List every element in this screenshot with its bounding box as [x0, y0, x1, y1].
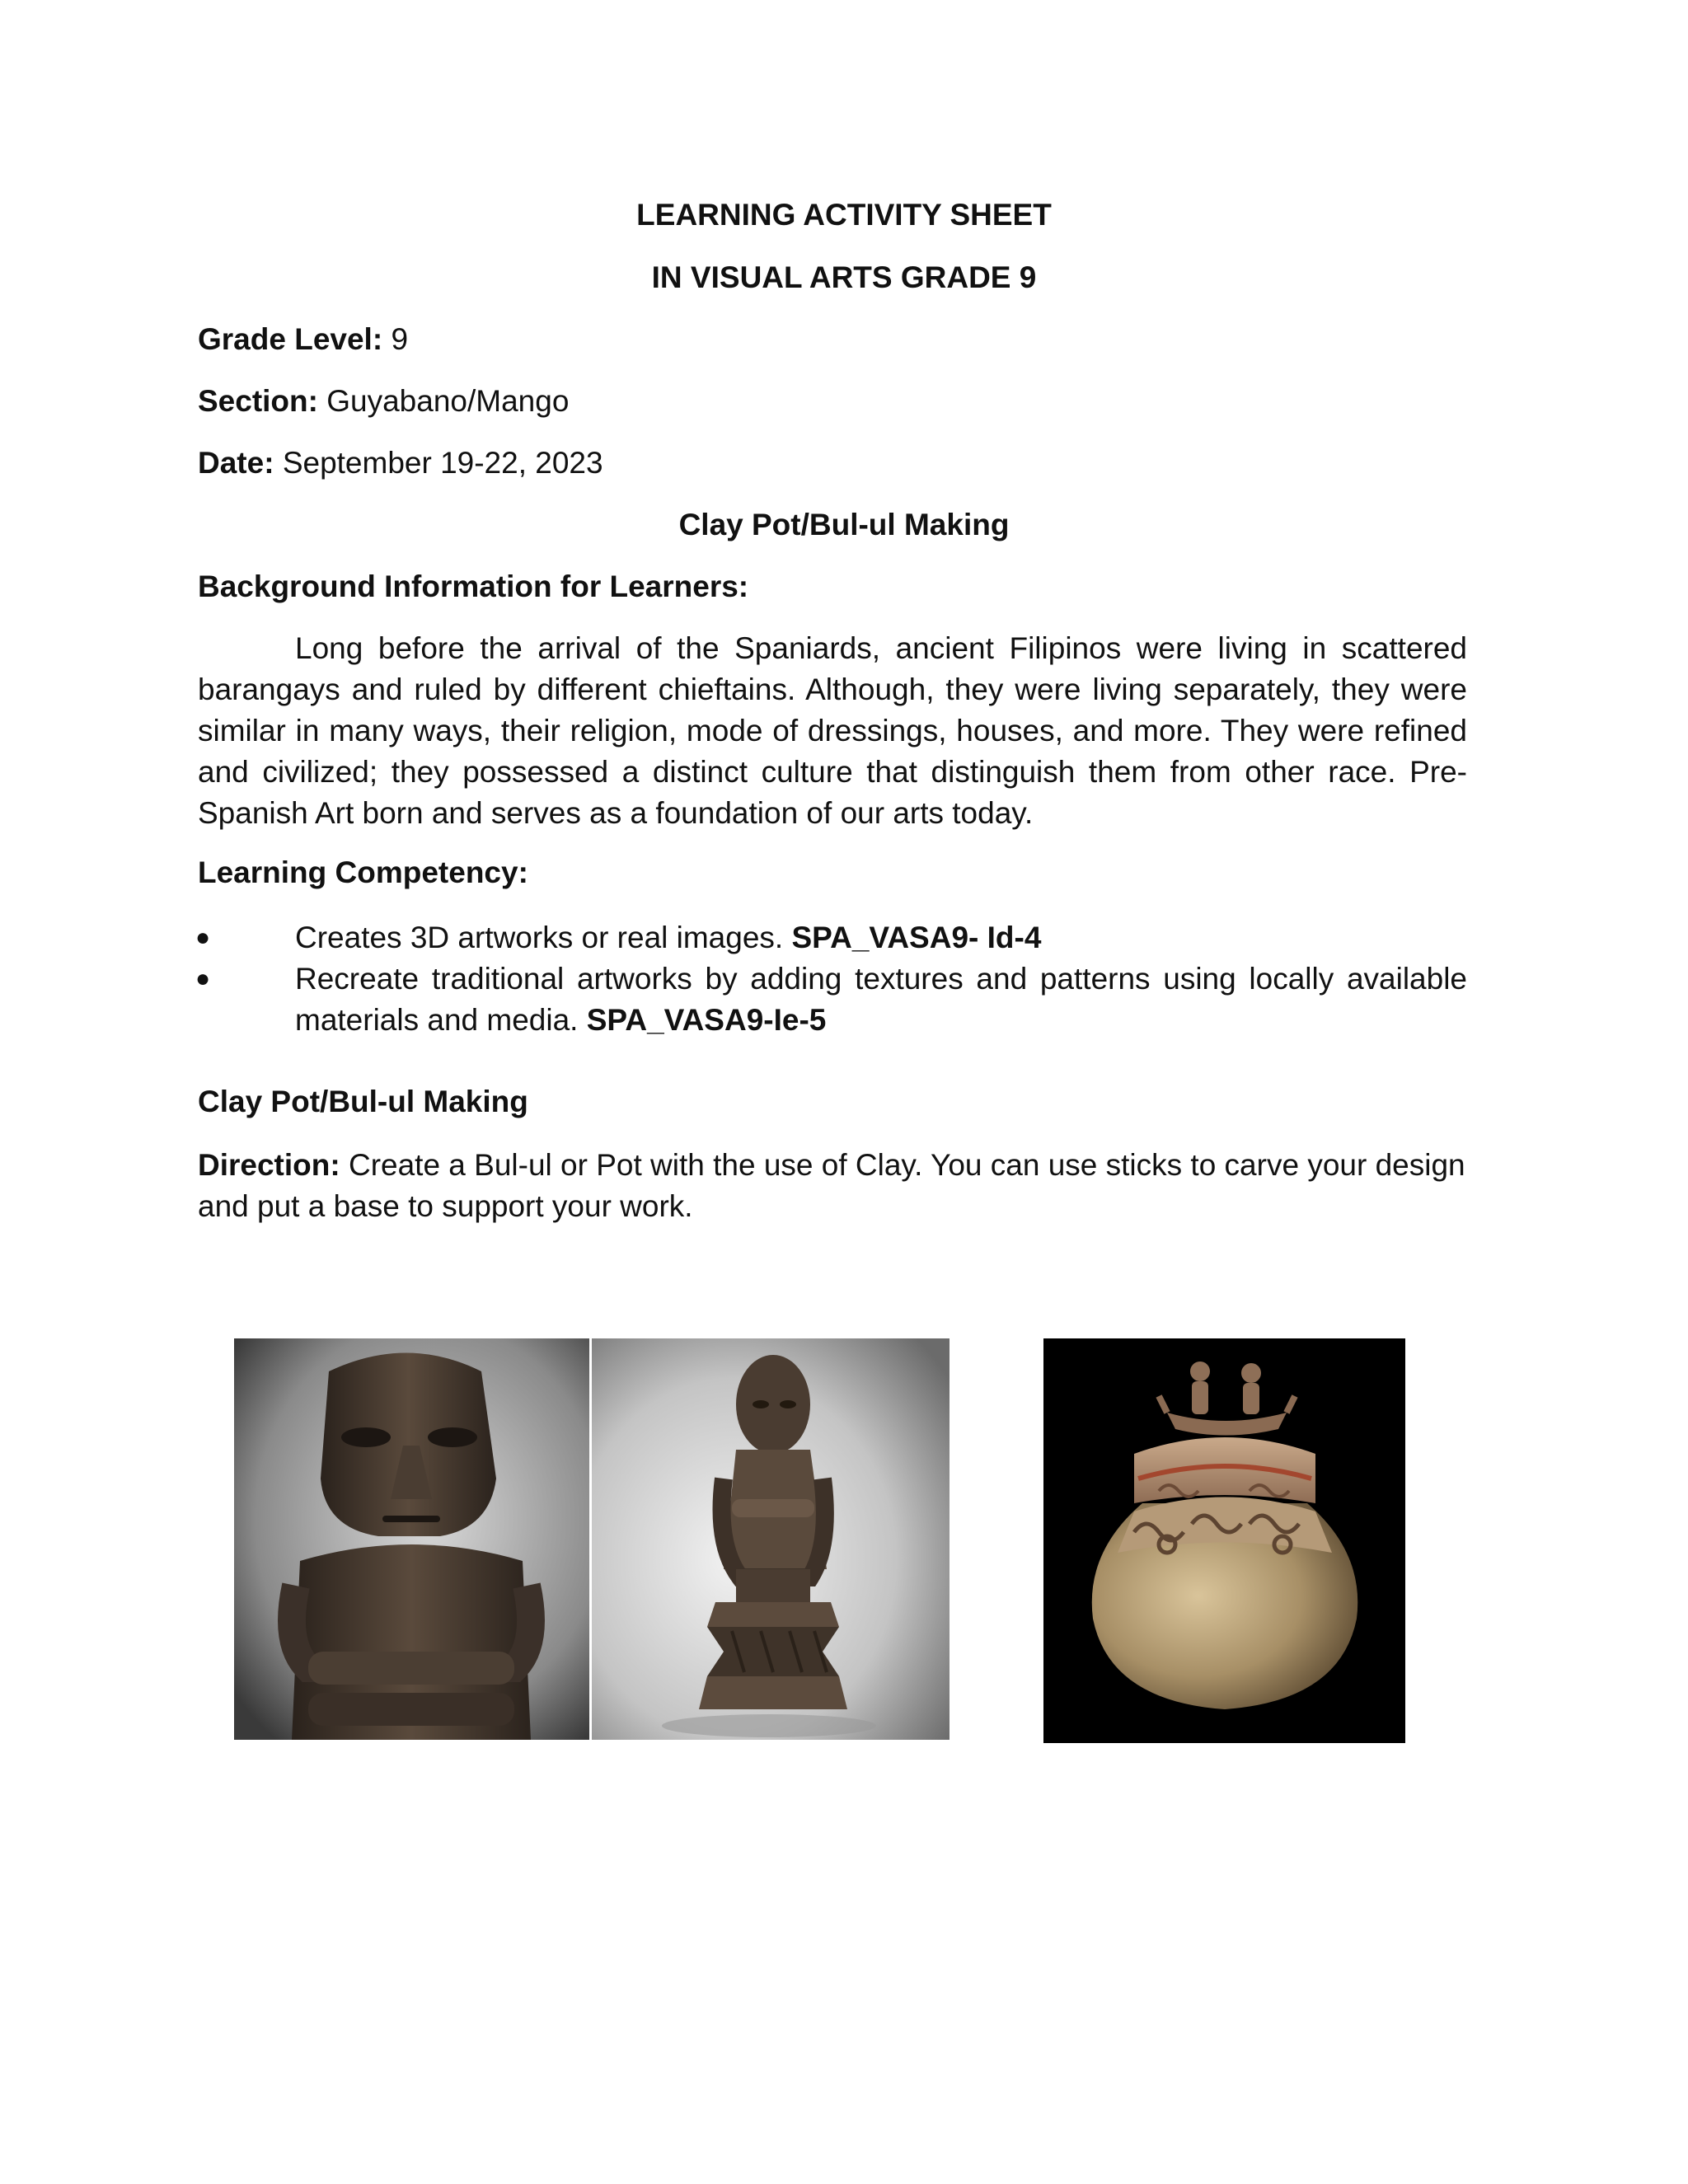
- bulul-statue-icon: [234, 1338, 589, 1740]
- competency-code: SPA_VASA9- Id-4: [791, 921, 1042, 954]
- bullet-icon: ●: [195, 924, 211, 951]
- competency-code: SPA_VASA9-Ie-5: [586, 1003, 827, 1037]
- grade-level-row: [198, 322, 408, 357]
- sheet-title-line1: LEARNING ACTIVITY SHEET: [636, 198, 1052, 232]
- grade-level-label: Grade Level:: [198, 322, 383, 356]
- sheet-title-line2: IN VISUAL ARTS GRADE 9: [651, 260, 1037, 294]
- activity-title: Clay Pot/Bul-ul Making: [678, 508, 1010, 541]
- bulul-statue-icon: [592, 1338, 950, 1740]
- grade-level-value: 9: [391, 322, 409, 356]
- direction-text: Create a Bul-ul or Pot with the use of Clay. You can use sticks to carve your design and put a base to support your work.: [198, 1148, 1465, 1223]
- date-row: [198, 446, 603, 480]
- bullet-icon: ●: [195, 965, 211, 992]
- competency-text: Creates 3D artworks or real images.: [295, 921, 792, 954]
- date-value: September 19-22, 2023: [282, 446, 603, 480]
- section-value: Guyabano/Mango: [326, 384, 570, 418]
- bulul-full-image: [592, 1338, 950, 1740]
- manunggul-jar-icon: [1043, 1338, 1405, 1743]
- bulul-closeup-image: [234, 1338, 589, 1740]
- competency-heading: Learning Competency:: [198, 855, 528, 889]
- section-label: Section:: [198, 384, 318, 418]
- direction-label: Direction:: [198, 1148, 340, 1182]
- section-row: [198, 384, 569, 419]
- activity-heading: Clay Pot/Bul-ul Making: [198, 1085, 528, 1118]
- competency-item: [195, 958, 1467, 1041]
- background-heading: Background Information for Learners:: [198, 569, 749, 603]
- date-label: Date:: [198, 446, 274, 480]
- competency-item: [195, 917, 1467, 958]
- background-paragraph: Long before the arrival of the Spaniards, ancient Filipinos were living in scattered barangays and ruled by different chieftains. Although, they were living separately, they were similar in many ways, their religion, mode of dressings, houses, and more. They were refined and civilized; they possessed a distinct culture that distinguish them from other race. Pre-Spanish Art born and serves as a foundation of our arts today.: [198, 631, 1467, 830]
- competency-text: Recreate traditional artworks by adding textures and patterns using locally available materials and media.: [295, 962, 1467, 1037]
- direction-paragraph: [198, 1145, 1484, 1227]
- clay-pot-image: [1043, 1338, 1405, 1743]
